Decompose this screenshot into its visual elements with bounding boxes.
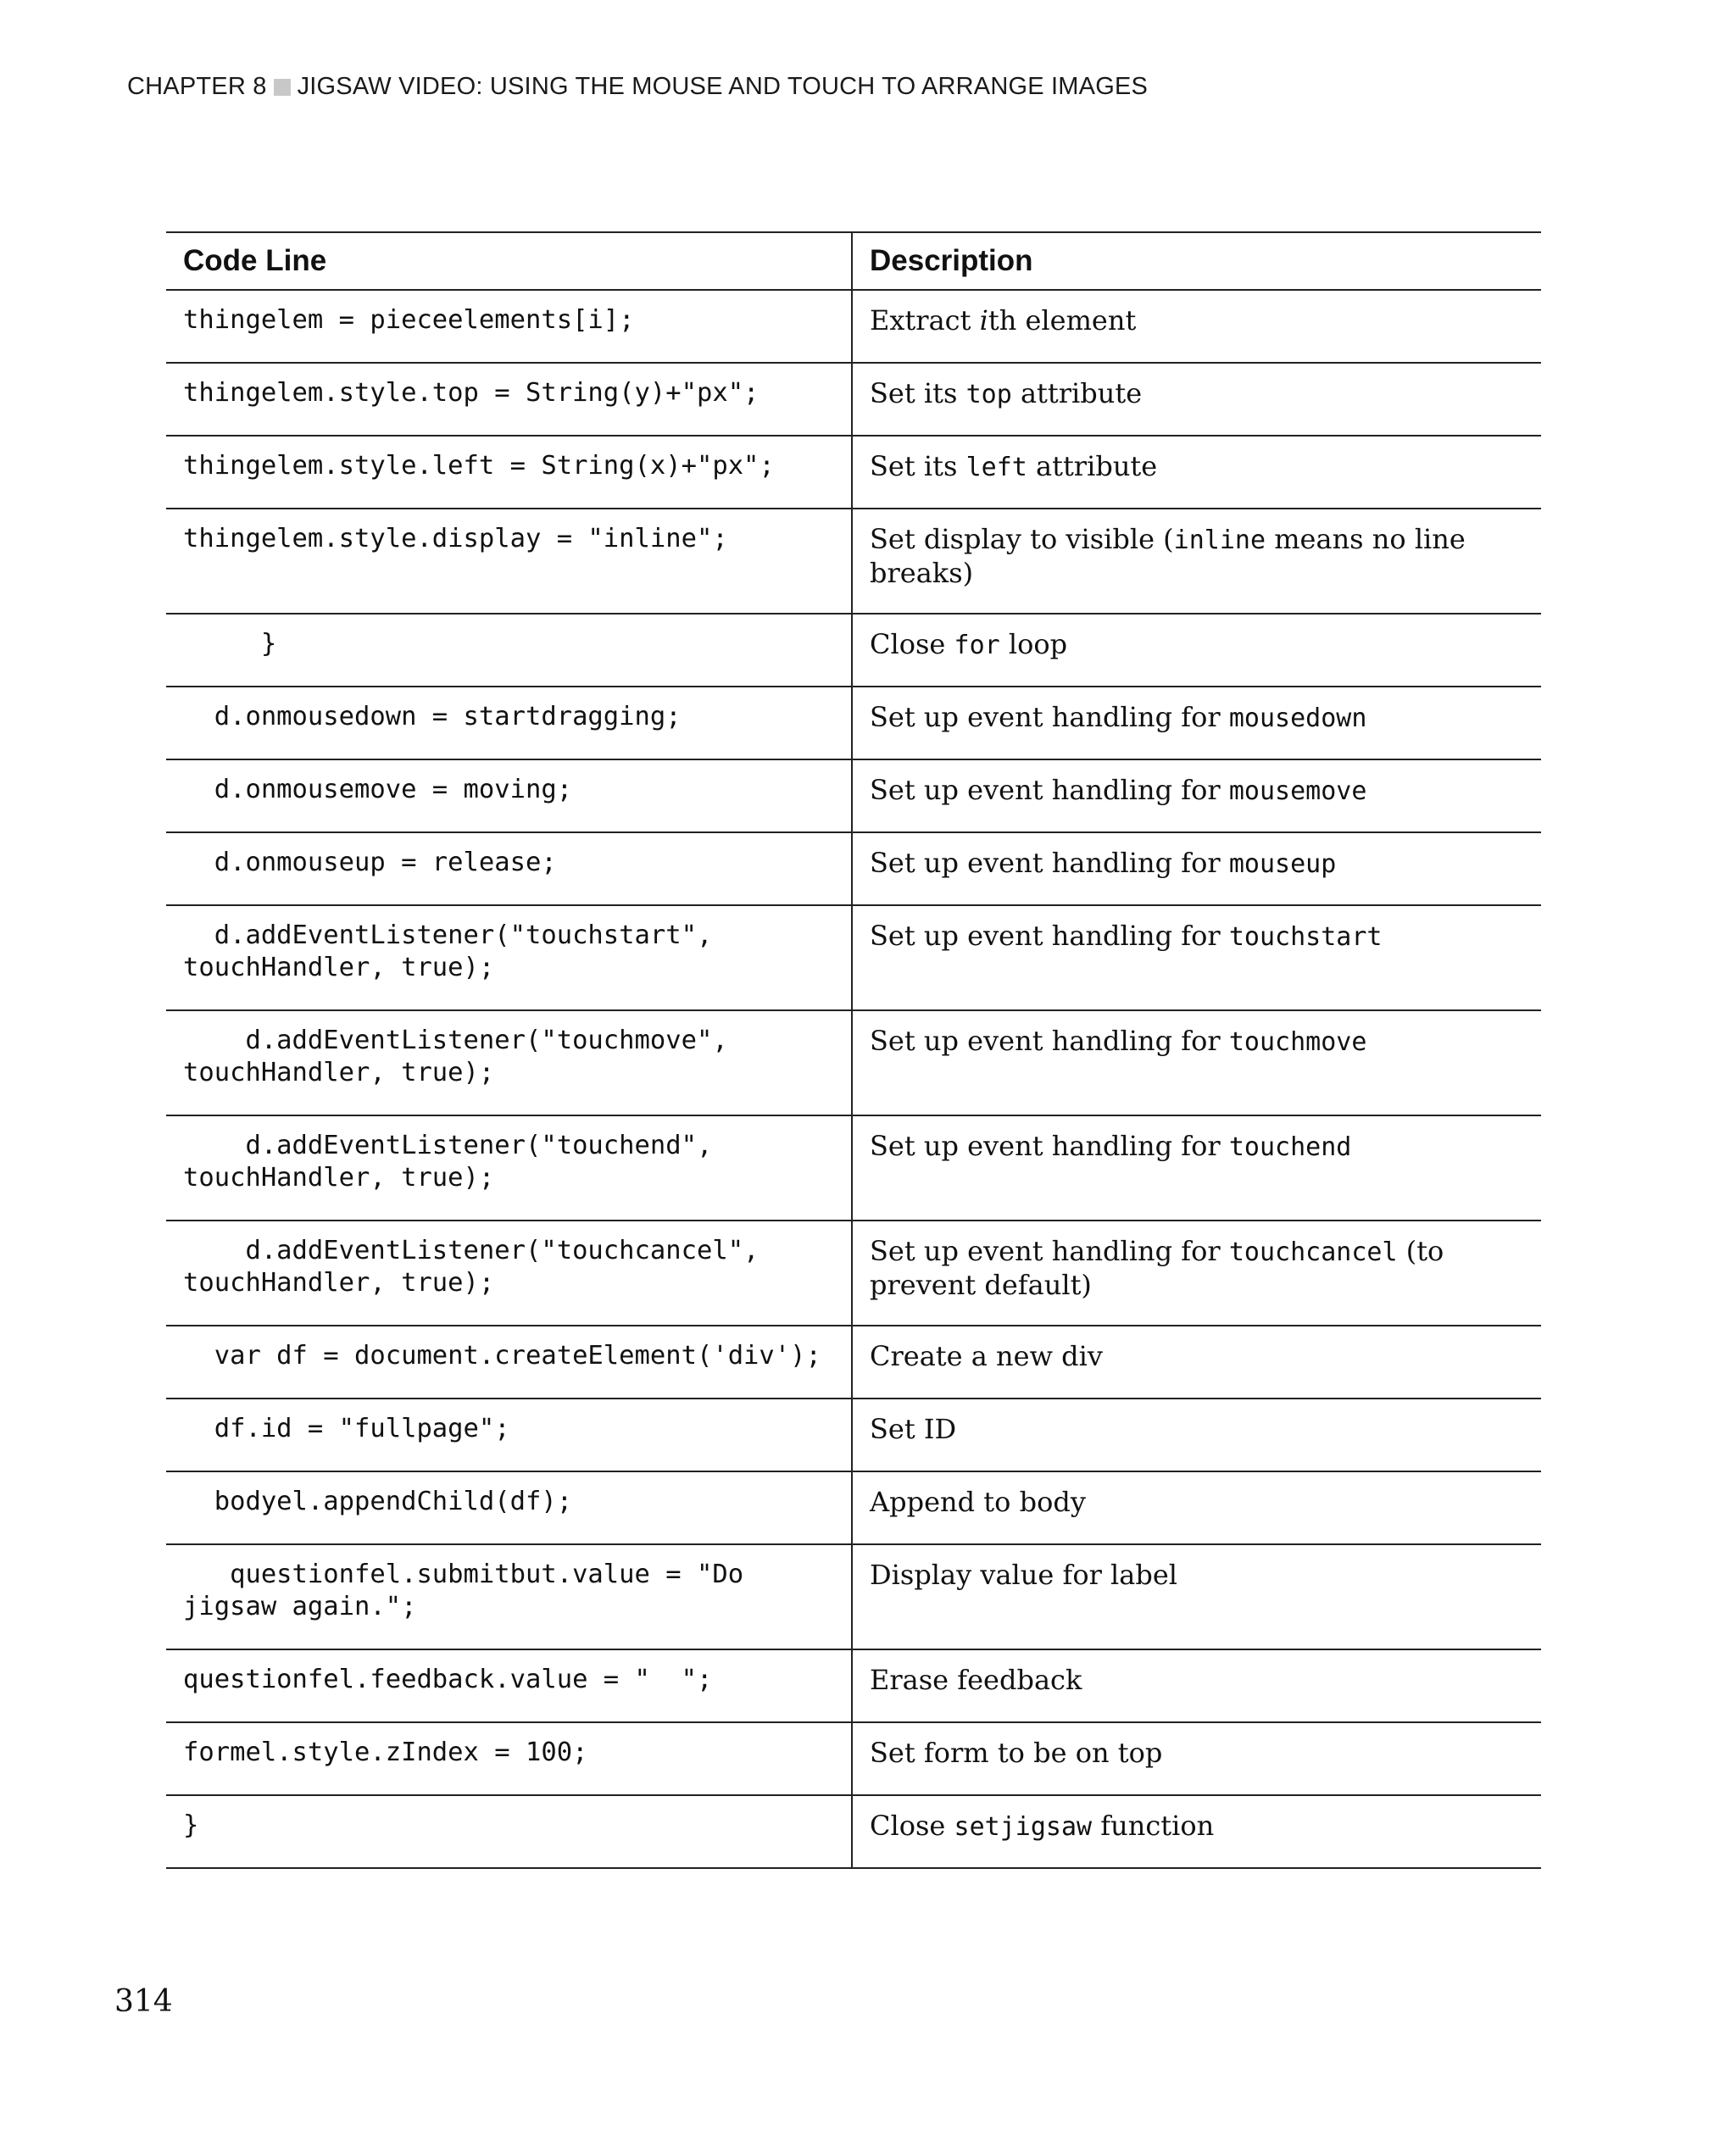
code-line-cell: formel.style.zIndex = 100; <box>166 1722 852 1795</box>
description-text: function <box>1092 1810 1215 1842</box>
table-row <box>166 759 1541 832</box>
description-text: Display value for label <box>870 1559 1178 1591</box>
description-text: Set its <box>870 377 966 409</box>
description-text: attribute <box>1027 450 1158 482</box>
description-cell <box>852 290 1541 363</box>
description-cell <box>852 905 1541 1010</box>
description-text: Append to body <box>870 1486 1086 1518</box>
description-text: Set up event handling for <box>870 1025 1229 1057</box>
inline-code: touchstart <box>1228 922 1383 952</box>
description-cell <box>852 1010 1541 1115</box>
code-line-cell: d.onmousedown = startdragging; <box>166 687 852 759</box>
description-text: Set up event handling for <box>870 1235 1229 1267</box>
code-line-cell: thingelem = pieceelements[i]; <box>166 290 852 363</box>
description-text: Set display to visible ( <box>870 523 1174 555</box>
description-cell <box>852 1326 1541 1399</box>
chapter-label: CHAPTER 8 <box>127 73 267 100</box>
column-header-code-line: Code Line <box>166 232 852 290</box>
description-text: Set up event handling for <box>870 920 1229 952</box>
description-text: Set form to be on top <box>870 1737 1163 1769</box>
table-row <box>166 1722 1541 1795</box>
code-line-cell: df.id = "fullpage"; <box>166 1399 852 1471</box>
code-line-cell: var df = document.createElement('div'); <box>166 1326 852 1399</box>
description-text: Set up event handling for <box>870 701 1229 733</box>
description-cell <box>852 832 1541 905</box>
description-cell <box>852 687 1541 759</box>
description-cell <box>852 1471 1541 1544</box>
code-line-cell: d.addEventListener("touchend", touchHandler, true); <box>166 1115 852 1221</box>
code-line-cell: d.onmouseup = release; <box>166 832 852 905</box>
code-line-cell: } <box>166 614 852 687</box>
inline-code: top <box>965 380 1012 409</box>
table-row <box>166 1471 1541 1544</box>
description-text: Set its <box>870 450 966 482</box>
description-text: Set up event handling for <box>870 774 1229 806</box>
table-row <box>166 363 1541 436</box>
description-cell <box>852 1795 1541 1868</box>
inline-code: for <box>954 631 1000 660</box>
description-cell <box>852 614 1541 687</box>
description-cell <box>852 1399 1541 1471</box>
running-header <box>127 73 1148 101</box>
table-header-row <box>166 232 1541 290</box>
inline-code: mouseup <box>1228 849 1337 879</box>
code-line-cell: questionfel.submitbut.value = "Do jigsaw again."; <box>166 1544 852 1649</box>
description-cell <box>852 1722 1541 1795</box>
table-row <box>166 436 1541 509</box>
chapter-title: JIGSAW VIDEO: USING THE MOUSE AND TOUCH TO ARRANGE IMAGES <box>297 73 1149 100</box>
description-cell <box>852 436 1541 509</box>
description-text: Close <box>870 1810 954 1842</box>
table-row <box>166 832 1541 905</box>
italic-text: i <box>979 304 988 336</box>
table-row <box>166 1795 1541 1868</box>
inline-code: touchcancel <box>1228 1237 1398 1267</box>
table-row <box>166 1010 1541 1115</box>
inline-code: setjigsaw <box>954 1812 1093 1842</box>
inline-code: left <box>965 453 1027 482</box>
description-text: Extract <box>870 304 980 336</box>
table-body <box>166 290 1541 1868</box>
table-row <box>166 1649 1541 1722</box>
description-text: Set up event handling for <box>870 1130 1229 1162</box>
description-cell <box>852 509 1541 614</box>
description-text: Close <box>870 628 954 660</box>
column-header-description: Description <box>852 232 1541 290</box>
table-row <box>166 1544 1541 1649</box>
inline-code: mousemove <box>1228 776 1367 806</box>
table-row <box>166 905 1541 1010</box>
inline-code: inline <box>1173 526 1266 555</box>
code-line-cell: thingelem.style.left = String(x)+"px"; <box>166 436 852 509</box>
inline-code: touchmove <box>1228 1027 1367 1057</box>
code-line-cell: questionfel.feedback.value = " "; <box>166 1649 852 1722</box>
table-row <box>166 614 1541 687</box>
table-row <box>166 290 1541 363</box>
description-text: Set up event handling for <box>870 847 1229 879</box>
description-cell <box>852 1544 1541 1649</box>
description-text: (to prevent default) <box>870 1235 1444 1301</box>
description-cell <box>852 1649 1541 1722</box>
inline-code: touchend <box>1228 1132 1352 1162</box>
description-text: Create a new div <box>870 1340 1103 1372</box>
page-number: 314 <box>114 1984 173 2019</box>
description-text: Erase feedback <box>870 1664 1082 1696</box>
code-line-cell: d.addEventListener("touchstart", touchHandler, true); <box>166 905 852 1010</box>
code-line-cell: d.addEventListener("touchmove", touchHandler, true); <box>166 1010 852 1115</box>
table-row <box>166 1221 1541 1326</box>
code-line-cell: thingelem.style.display = "inline"; <box>166 509 852 614</box>
description-cell <box>852 363 1541 436</box>
header-separator-square <box>274 79 291 96</box>
code-description-table <box>166 231 1541 1869</box>
description-text: th element <box>988 304 1137 336</box>
code-line-cell: d.addEventListener("touchcancel", touchHandler, true); <box>166 1221 852 1326</box>
description-cell <box>852 1221 1541 1326</box>
description-text: attribute <box>1011 377 1143 409</box>
inline-code: mousedown <box>1228 703 1367 733</box>
description-cell <box>852 759 1541 832</box>
table-row <box>166 687 1541 759</box>
description-cell <box>852 1115 1541 1221</box>
description-text: Set ID <box>870 1413 957 1445</box>
code-line-cell: bodyel.appendChild(df); <box>166 1471 852 1544</box>
code-line-cell: d.onmousemove = moving; <box>166 759 852 832</box>
code-line-cell: thingelem.style.top = String(y)+"px"; <box>166 363 852 436</box>
table-row <box>166 509 1541 614</box>
table-row <box>166 1399 1541 1471</box>
description-text: means no line breaks) <box>870 523 1466 589</box>
table-row <box>166 1326 1541 1399</box>
description-text: loop <box>999 628 1068 660</box>
table-row <box>166 1115 1541 1221</box>
code-line-cell: } <box>166 1795 852 1868</box>
